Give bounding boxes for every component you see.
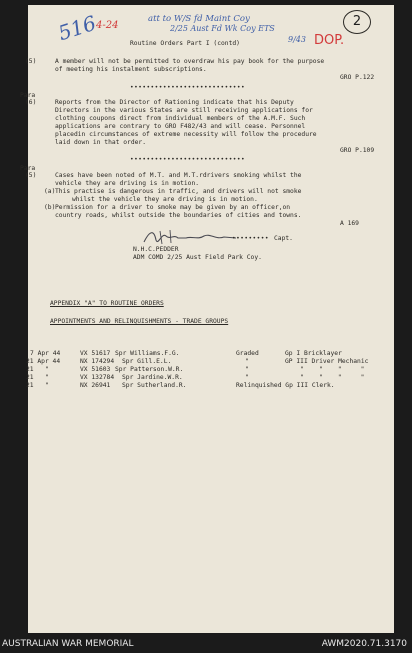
signature-rank: Capt. xyxy=(274,235,293,242)
para5-number: (5) xyxy=(25,58,37,65)
para6-line-5: placedin circumstances of extreme necessity will follow the procedure xyxy=(55,131,317,138)
page-number-text: 2 xyxy=(352,14,362,29)
signature-name: N.H.C.PEDDER xyxy=(133,246,179,253)
row-date: 21 " xyxy=(26,382,49,389)
para5-line-2: of meeting his instalment subscriptions. xyxy=(55,66,207,73)
circled-page-number xyxy=(343,10,371,34)
para5b-ref: A 169 xyxy=(340,220,359,227)
row-detail: GP III Driver Mechanic xyxy=(285,358,369,365)
para5b-b-line-2: country roads, whilst outside the boundaries of cities and towns. xyxy=(55,212,302,219)
row-number: VX 51603 xyxy=(80,366,111,373)
para6-line-1: Reports from the Director of Rationing indicate that his Deputy xyxy=(55,99,294,106)
para5b-b-mark: (b) xyxy=(44,204,56,211)
row-action: " xyxy=(245,374,249,381)
para5b-label: Para xyxy=(20,165,36,172)
handwritten-note-line-2: 2/25 Aust Fd Wk Coy ETS xyxy=(170,24,275,33)
para6-label: Para xyxy=(20,92,36,99)
para6-ref: GRO P.109 xyxy=(340,147,375,154)
row-number: NX 174294 xyxy=(80,358,115,365)
para6-line-3: clothing coupons direct from individual members of the A.M.F. Such xyxy=(55,115,306,122)
para6-line-4: applications are contrary to GRO F482/43 and will cease. Personnel xyxy=(55,123,306,130)
para5b-a-line-1: This practise is dangerous in traffic, and drivers will not smoke xyxy=(55,188,302,195)
row-name: Spr Gill.E.L. xyxy=(122,358,172,365)
separator-1: •••••••••••••••••••••••••••• xyxy=(130,84,246,91)
para5-line-1: A member will not be permitted to overdraw his pay book for the purpose xyxy=(55,58,325,65)
para5b-intro-2: vehicle they are driving is in motion. xyxy=(55,180,200,187)
row-name: Spr Patterson.W.R. xyxy=(115,366,184,373)
row-name: Spr Sutherland.R. xyxy=(122,382,187,389)
row-name: Spr Jardine.W.R. xyxy=(122,374,183,381)
signature-dots: ••••••••• xyxy=(232,235,270,242)
row-detail: " " " " xyxy=(300,366,365,373)
footer-archive-name: AUSTRALIAN WAR MEMORIAL xyxy=(2,639,134,649)
row-action: Graded xyxy=(236,350,259,357)
para5b-intro-1: Cases have been noted of M.T. and M.T.rdrivers smoking whilst the xyxy=(55,172,302,179)
para6-number: (6) xyxy=(25,99,37,106)
row-date: 21 " xyxy=(26,374,49,381)
para5-ref: GRO P.122 xyxy=(340,74,375,81)
handwritten-signature xyxy=(140,226,240,248)
row-number: NX 26941 xyxy=(80,382,111,389)
appointments-title: APPOINTMENTS AND RELINQUISHMENTS - TRADE GROUPS xyxy=(50,318,229,325)
para6-line-6: laid down in that order. xyxy=(55,139,146,146)
row-action: " xyxy=(245,366,249,373)
row-detail: " " " " xyxy=(300,374,365,381)
separator-2: •••••••••••••••••••••••••••• xyxy=(130,156,246,163)
row-name: Spr Williams.F.G. xyxy=(115,350,180,357)
para6-line-2: Directors in the various States are still receiving applications for xyxy=(55,107,313,114)
handwritten-note-line-3: 9/43 xyxy=(288,35,306,44)
row-action: Relinquished Gp III Clerk. xyxy=(236,382,335,389)
row-date: 21 Apr 44 xyxy=(26,358,61,365)
appendix-title: APPENDIX "A" TO ROUTINE ORDERS xyxy=(50,300,164,307)
para5b-a-line-2: whilst the vehicle they are driving is in motion. xyxy=(72,196,258,203)
footer-item-id: AWM2020.71.3170 xyxy=(321,639,407,649)
row-number: VX 51617 xyxy=(80,350,111,357)
row-number: VX 132784 xyxy=(80,374,115,381)
row-date: 7 Apr 44 xyxy=(30,350,61,357)
handwritten-note-line-1: att to W/S fd Maint Coy xyxy=(148,14,250,24)
archive-footer xyxy=(0,633,412,653)
para5b-b-line-1: Permission for a driver to smoke may be given by an officer,on xyxy=(55,204,291,211)
row-action: " xyxy=(245,358,249,365)
document-title: Routine Orders Part I (contd) xyxy=(130,40,240,47)
row-date: 21 " xyxy=(26,366,49,373)
row-detail: Gp I Bricklayer xyxy=(285,350,342,357)
red-handwritten-mark: 4-24 xyxy=(96,20,119,31)
dop-mark: DOP. xyxy=(314,33,345,48)
para5b-a-mark: (a) xyxy=(44,188,56,195)
signature-unit: ADM COMD 2/25 Aust Field Park Coy. xyxy=(133,254,262,261)
big-handwritten-number: 516 xyxy=(55,10,99,46)
para5b-number: (5) xyxy=(25,172,37,179)
